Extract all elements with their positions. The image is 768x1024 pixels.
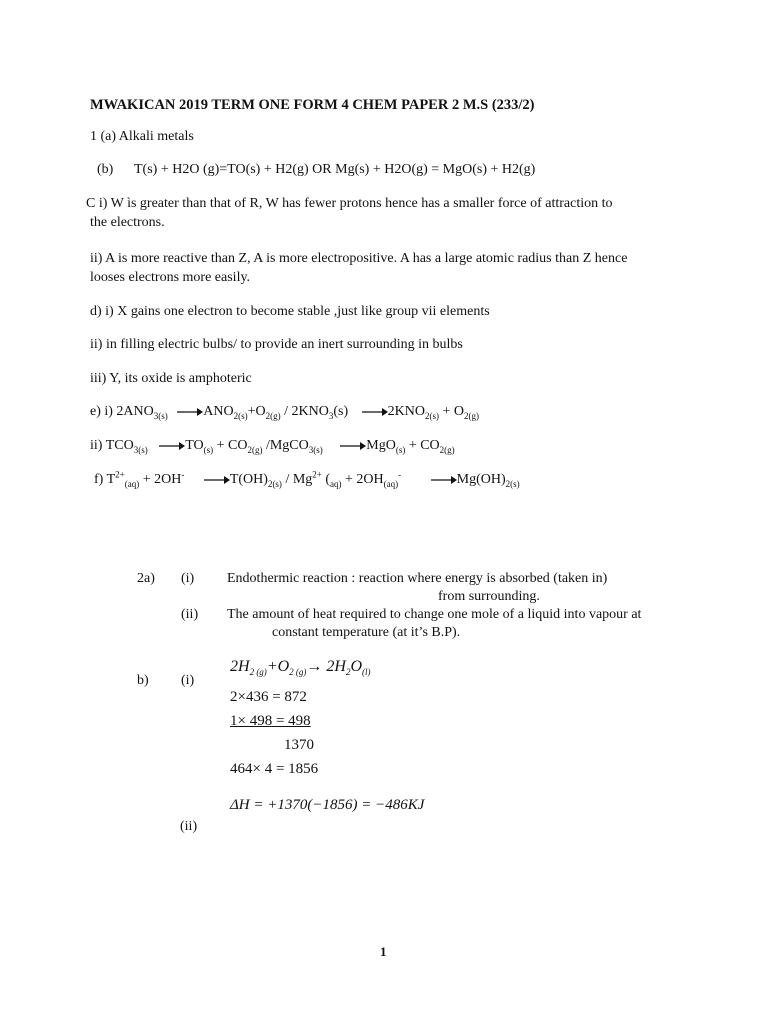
q2a-label: 2a) <box>137 571 155 586</box>
equation-text: ii) TCO <box>90 438 134 453</box>
arrow-icon <box>340 441 366 451</box>
page-number: 1 <box>380 944 387 959</box>
equation-text: + 2OH <box>139 472 182 487</box>
equation-text: /MgCO <box>262 438 309 453</box>
answer-1ci-line2: the electrons. <box>90 215 165 230</box>
equation-text: +O <box>247 404 266 419</box>
answer-1f: f) $T^{2+}_{(aq)} + 2OH^-$ $T(OH)_{2(s)} / Mg^{2+}$ ($_{aq)} + 2OH_{(aq)}^-$ $Mg(OH)_{2(s)}$ <box>94 469 520 489</box>
q2bii-label: (ii) <box>180 819 198 834</box>
arrow-icon <box>362 407 388 417</box>
answer-1di: d) i) X gains one electron to become stable ,just like group vii elements <box>90 304 490 319</box>
answer-1cii-line2: looses electrons more easily. <box>90 270 251 285</box>
answer-1cii-line1: ii) A is more reactive than Z, A is more electropositive. A has a large atomic radius than Z hence <box>90 251 628 266</box>
q2ai-label: (i) <box>181 571 195 586</box>
q2b-label: b) <box>137 673 149 688</box>
calc-line-3: 1370 <box>284 737 314 753</box>
answer-1a: 1 (a) Alkali metals <box>90 129 194 144</box>
enthalpy-result: ΔH = +1370(−1856) = −486KJ <box>230 797 425 813</box>
equation-text: NO <box>213 404 234 419</box>
equation-text: Mg(OH) <box>456 472 506 487</box>
page-title: MWAKICAN 2019 TERM ONE FORM 4 CHEM PAPER 2 M.S (233/2) <box>90 97 535 113</box>
calc-line-2: 1× 498 = 498 <box>230 713 311 729</box>
equation-text: ( <box>321 472 331 487</box>
equation-text: + 2OH <box>341 472 384 487</box>
equation-text: + O <box>439 404 465 419</box>
calc-line-1: 2×436 = 872 <box>230 689 307 705</box>
equation-text: A <box>203 404 214 419</box>
q2bi-label: (i) <box>181 673 195 688</box>
equation-text: + CO <box>405 438 440 453</box>
equation-text: MgO <box>366 438 396 453</box>
arrow-icon <box>177 407 203 417</box>
equation-text: (s) <box>333 404 349 419</box>
answer-1eii: ii) $TCO_{3(s)}$ $TO_{(s)} + CO_{2(g)}$ /MgCO$_{3(s)}$ $MgO_{(s)} + CO_{2(g)}$ <box>90 438 455 455</box>
answer-1dii: ii) in filling electric bulbs/ to provide an inert surrounding in bulbs <box>90 337 463 352</box>
answer-1diii: iii) Y, its oxide is amphoteric <box>90 371 252 386</box>
equation-text: 2H <box>230 658 250 675</box>
q2ai-text: Endothermic reaction : reaction where energy is absorbed (taken in) <box>227 571 608 586</box>
answer-1ei: e) i) $2ANO_{3(s)}$ $ANO_{2(s)}+O_{2(g)} / 2KNO_3(s) 2KNO_{2(s)} + O_{2(g)}$ <box>90 404 480 421</box>
arrow-icon <box>431 475 457 485</box>
arrow-icon <box>159 441 185 451</box>
equation-text: e) i) 2ANO <box>90 404 154 419</box>
q2ai-text-cont: from surrounding. <box>438 589 540 604</box>
calc-line-4: 464× 4 = 1856 <box>230 761 319 777</box>
q2aii-text-cont: constant temperature (at it’s B.P). <box>272 625 461 640</box>
equation-text: / Mg <box>281 472 313 487</box>
arrow-icon <box>204 475 230 485</box>
answer-1ci-line1: C i) W ìs greater than that of R, W has fewer protons hence has a smaller force of attraction to <box>86 196 613 211</box>
equation-text: TO <box>185 438 204 453</box>
equation-text: f) T <box>94 472 116 487</box>
answer-1b-label: (b) <box>97 162 114 177</box>
equation-text: + CO <box>213 438 248 453</box>
answer-1b: T(s) + H2O (g)=TO(s) + H2(g) OR Mg(s) + H2O(g) = MgO(s) + H2(g) <box>134 162 536 177</box>
equation-text: / 2KNO <box>280 404 329 419</box>
q2aii-label: (ii) <box>181 607 199 622</box>
q2aii-text: The amount of heat required to change one mole of a liquid into vapour at <box>227 607 642 622</box>
equation-text: T(OH) <box>229 472 268 487</box>
equation-text: KNO <box>394 404 425 419</box>
reaction-equation: $2H_{2 (g)}+O_{2 (g)}\to 2H_2O_{(l)}$ <box>230 658 371 678</box>
